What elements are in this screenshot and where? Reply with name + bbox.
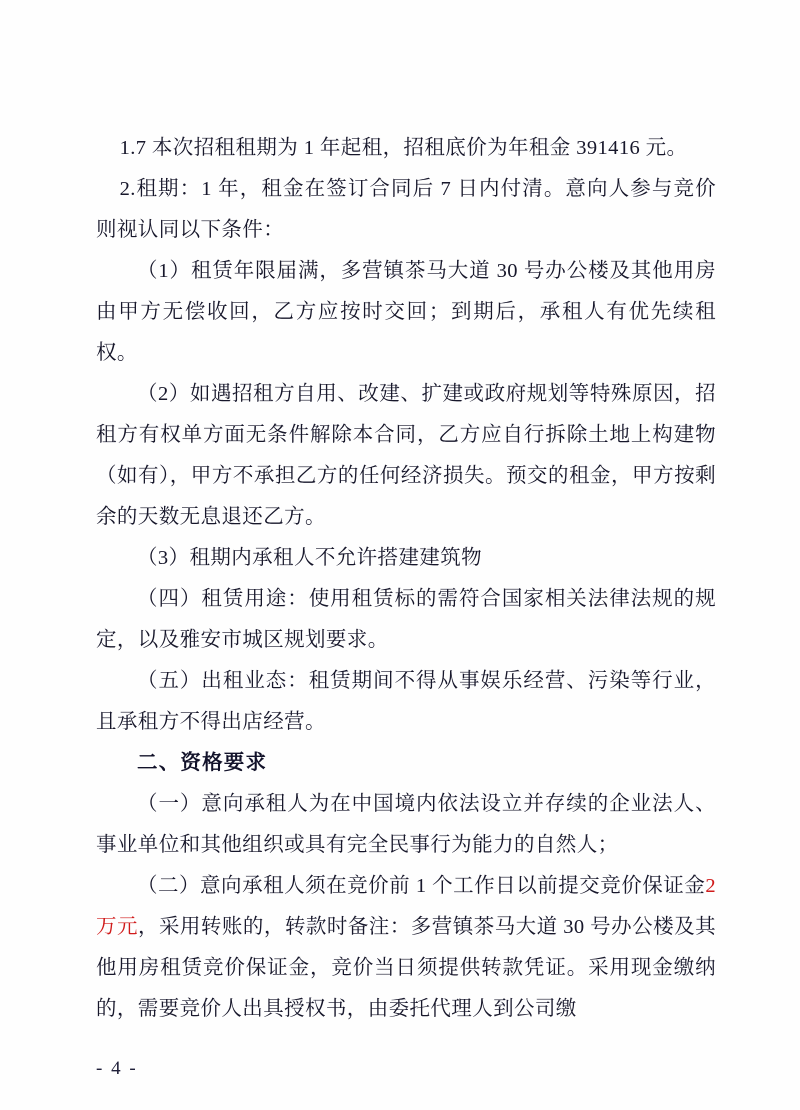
paragraph-condition-5-business-type: （五）出租业态：租赁期间不得从事娱乐经营、污染等行业，且承租方不得出店经营。 [96,670,716,733]
paragraph-1-7: 1.7 本次招租租期为 1 年起租，招租底价为年租金 391416 元。 [119,137,688,159]
qualification-2-before: （二）意向承租人须在竞价前 1 个工作日以前提交竞价保证金 [137,875,706,897]
paragraph-2-lease-term: 2.租期：1 年，租金在签订合同后 7 日内付清。意向人参与竞价则视认同以下条件： [96,178,716,241]
paragraph-condition-3: （3）租期内承租人不允许搭建建筑物 [137,547,483,569]
qualification-2-after: ，采用转账的，转款时备注：多营镇茶马大道 30 号办公楼及其他用房租赁竞价保证金，竞价当日须提供转款凭证。采用现金缴纳的，需要竞价人出具授权书，由委托代理人到公司缴 [96,916,716,1020]
paragraph-condition-1: （1）租赁年限届满，多营镇茶马大道 30 号办公楼及其他用房由甲方无偿收回，乙方应按时交回；到期后，承租人有优先续租权。 [96,260,716,364]
document-body [96,128,716,1030]
paragraph-condition-4-usage: （四）租赁用途：使用租赁标的需符合国家相关法律法规的规定，以及雅安市城区规划要求。 [96,588,716,651]
deposit-amount-highlight: 2 万元 [96,875,716,938]
section-heading-qualification: 二、资格要求 [137,752,268,774]
page-footer [96,1058,138,1080]
paragraph-condition-2: （2）如遇招租方自用、改建、扩建或政府规划等特殊原因，招租方有权单方面无条件解除本合同，乙方应自行拆除土地上构建物（如有），甲方不承担乙方的任何经济损失。预交的租金，甲方按剩余的天数无息退还乙方。 [96,383,716,528]
page-number: - 4 - [96,1058,138,1079]
paragraph-qualification-2 [96,866,716,1030]
paragraph-qualification-1: （一）意向承租人为在中国境内依法设立并存续的企业法人、事业单位和其他组织或具有完全民事行为能力的自然人； [96,793,716,856]
